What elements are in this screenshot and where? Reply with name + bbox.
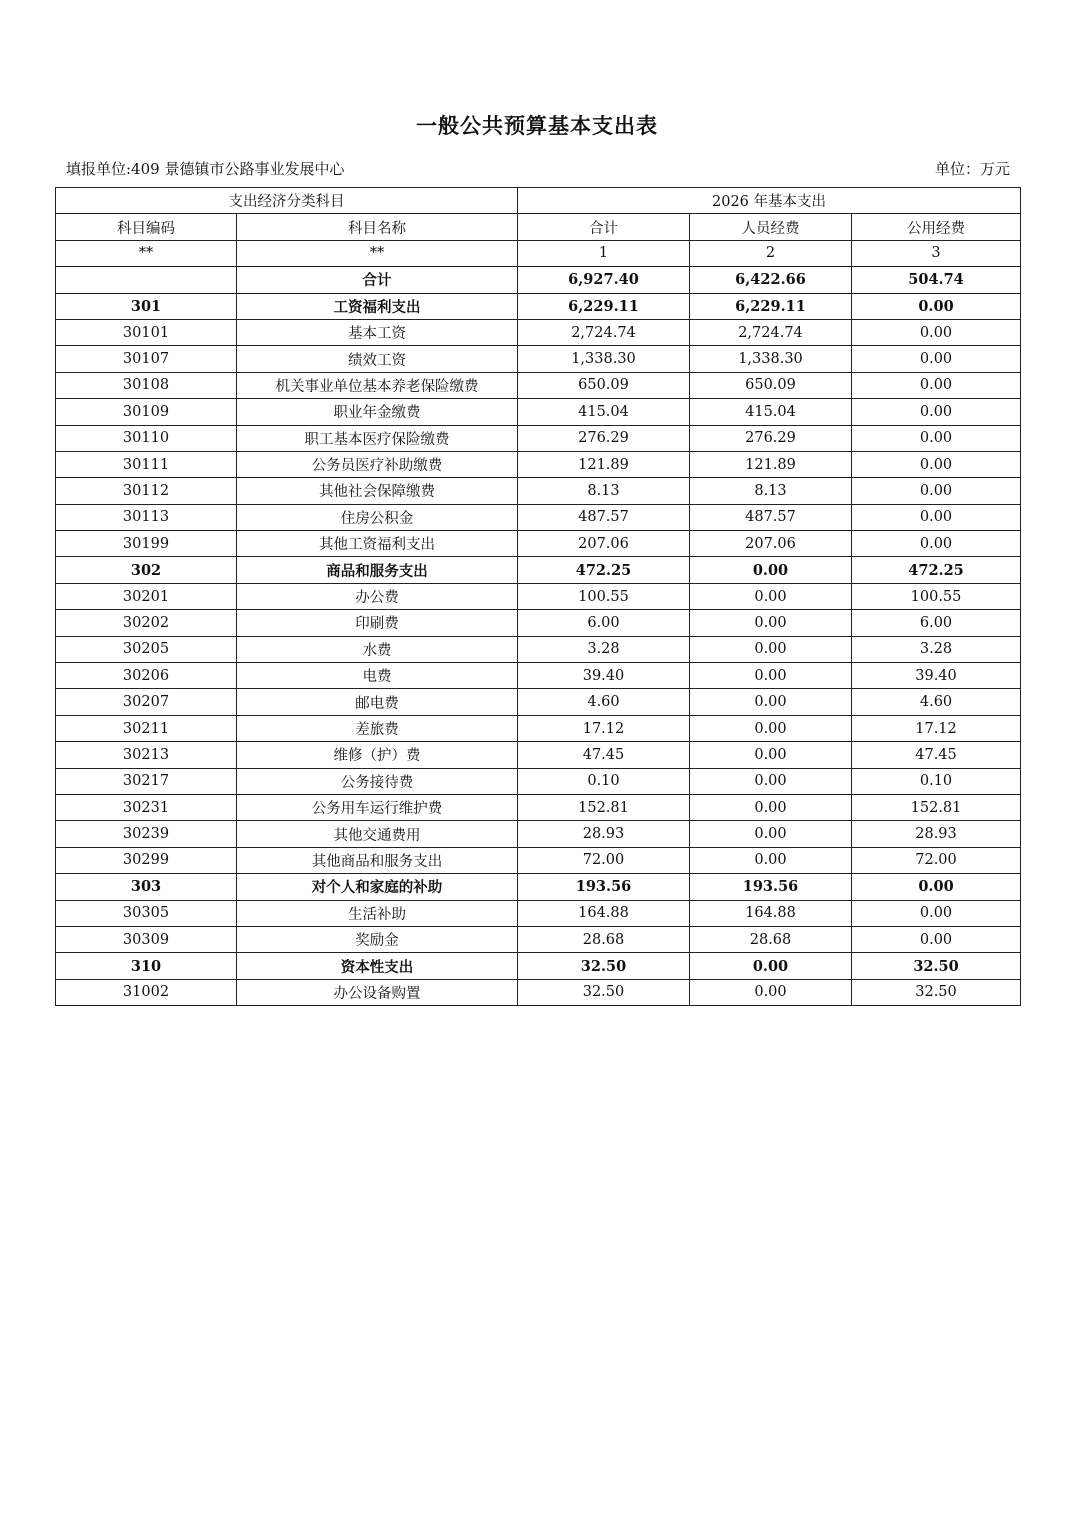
group-header-expenditure: 2026 年基本支出 (518, 188, 1021, 214)
table-row (56, 583, 1021, 609)
row-personnel: 8.13 (690, 478, 852, 504)
row-public: 0.00 (852, 531, 1021, 557)
row-name: 职工基本医疗保险缴费 (237, 425, 518, 451)
row-total: 487.57 (518, 504, 690, 530)
row-personnel: 6,229.11 (690, 293, 852, 319)
row-code (56, 267, 237, 293)
row-personnel: 1,338.30 (690, 346, 852, 372)
row-total: 121.89 (518, 451, 690, 477)
row-name: 住房公积金 (237, 504, 518, 530)
table-row (56, 715, 1021, 741)
row-total: 193.56 (518, 874, 690, 900)
row-total: 207.06 (518, 531, 690, 557)
row-public: 0.00 (852, 319, 1021, 345)
table-row (56, 372, 1021, 398)
column-header-row (56, 214, 1021, 240)
row-code: 30211 (56, 715, 237, 741)
row-total: 6,229.11 (518, 293, 690, 319)
column-header-name: 科目名称 (237, 214, 518, 240)
row-name: 其他交通费用 (237, 821, 518, 847)
row-total: 1,338.30 (518, 346, 690, 372)
row-total: 39.40 (518, 663, 690, 689)
row-total: 4.60 (518, 689, 690, 715)
row-code: 310 (56, 953, 237, 979)
row-name: 公务员医疗补助缴费 (237, 451, 518, 477)
row-personnel: 415.04 (690, 399, 852, 425)
column-header-public: 公用经费 (852, 214, 1021, 240)
row-name: 奖励金 (237, 926, 518, 952)
table-row (56, 319, 1021, 345)
row-total: 28.68 (518, 926, 690, 952)
table-row (56, 293, 1021, 319)
row-personnel: 0.00 (690, 715, 852, 741)
row-code: 30107 (56, 346, 237, 372)
column-header-total: 合计 (518, 214, 690, 240)
table-row (56, 953, 1021, 979)
row-code: 30113 (56, 504, 237, 530)
row-name: 其他社会保障缴费 (237, 478, 518, 504)
row-public: 152.81 (852, 794, 1021, 820)
column-header-code: 科目编码 (56, 214, 237, 240)
row-total: 6,927.40 (518, 267, 690, 293)
row-code: 31002 (56, 979, 237, 1005)
index-cell: 1 (518, 240, 690, 266)
table-row (56, 399, 1021, 425)
row-personnel: 0.00 (690, 821, 852, 847)
row-public: 0.00 (852, 346, 1021, 372)
row-public: 0.00 (852, 399, 1021, 425)
row-total: 6.00 (518, 610, 690, 636)
row-name: 办公设备购置 (237, 979, 518, 1005)
row-name: 职业年金缴费 (237, 399, 518, 425)
row-name: 基本工资 (237, 319, 518, 345)
table-row (56, 742, 1021, 768)
row-personnel: 6,422.66 (690, 267, 852, 293)
table-row (56, 874, 1021, 900)
row-public: 32.50 (852, 979, 1021, 1005)
row-name: 其他工资福利支出 (237, 531, 518, 557)
row-personnel: 28.68 (690, 926, 852, 952)
row-code: 30299 (56, 847, 237, 873)
row-public: 6.00 (852, 610, 1021, 636)
row-personnel: 650.09 (690, 372, 852, 398)
column-header-personnel: 人员经费 (690, 214, 852, 240)
index-cell: ** (237, 240, 518, 266)
row-name: 维修（护）费 (237, 742, 518, 768)
table-row (56, 900, 1021, 926)
row-total: 472.25 (518, 557, 690, 583)
row-code: 30213 (56, 742, 237, 768)
row-code: 30199 (56, 531, 237, 557)
row-code: 30101 (56, 319, 237, 345)
row-public: 0.10 (852, 768, 1021, 794)
row-personnel: 207.06 (690, 531, 852, 557)
row-public: 39.40 (852, 663, 1021, 689)
row-personnel: 0.00 (690, 663, 852, 689)
row-public: 3.28 (852, 636, 1021, 662)
row-personnel: 0.00 (690, 742, 852, 768)
row-total: 32.50 (518, 979, 690, 1005)
row-total: 17.12 (518, 715, 690, 741)
row-code: 303 (56, 874, 237, 900)
row-name: 绩效工资 (237, 346, 518, 372)
row-name: 对个人和家庭的补助 (237, 874, 518, 900)
group-header-row (56, 188, 1021, 214)
row-public: 100.55 (852, 583, 1021, 609)
row-code: 30112 (56, 478, 237, 504)
row-code: 30110 (56, 425, 237, 451)
document-title: 一般公共预算基本支出表 (416, 113, 658, 138)
row-public: 0.00 (852, 478, 1021, 504)
row-code: 30202 (56, 610, 237, 636)
index-row (56, 240, 1021, 266)
row-name: 差旅费 (237, 715, 518, 741)
row-public: 28.93 (852, 821, 1021, 847)
row-total: 2,724.74 (518, 319, 690, 345)
row-code: 30305 (56, 900, 237, 926)
row-public: 4.60 (852, 689, 1021, 715)
row-code: 30217 (56, 768, 237, 794)
table-row (56, 821, 1021, 847)
table-row (56, 504, 1021, 530)
row-name: 商品和服务支出 (237, 557, 518, 583)
row-code: 30309 (56, 926, 237, 952)
row-personnel: 0.00 (690, 636, 852, 662)
row-personnel: 0.00 (690, 557, 852, 583)
table-row (56, 557, 1021, 583)
expenditure-table (55, 187, 1021, 1006)
row-personnel: 0.00 (690, 794, 852, 820)
row-public: 0.00 (852, 900, 1021, 926)
row-public: 32.50 (852, 953, 1021, 979)
table-row (56, 636, 1021, 662)
row-public: 72.00 (852, 847, 1021, 873)
row-total: 3.28 (518, 636, 690, 662)
table-row (56, 689, 1021, 715)
row-public: 0.00 (852, 425, 1021, 451)
table-row (56, 926, 1021, 952)
row-personnel: 0.00 (690, 847, 852, 873)
table-row (56, 267, 1021, 293)
currency-unit: 单位：万元 (934, 160, 1010, 178)
table-row (56, 531, 1021, 557)
row-total: 47.45 (518, 742, 690, 768)
row-public: 472.25 (852, 557, 1021, 583)
row-code: 30206 (56, 663, 237, 689)
row-personnel: 193.56 (690, 874, 852, 900)
row-public: 0.00 (852, 874, 1021, 900)
row-total: 152.81 (518, 794, 690, 820)
row-personnel: 0.00 (690, 953, 852, 979)
row-name: 工资福利支出 (237, 293, 518, 319)
row-total: 0.10 (518, 768, 690, 794)
row-personnel: 0.00 (690, 979, 852, 1005)
row-name: 办公费 (237, 583, 518, 609)
table-row (56, 768, 1021, 794)
table-row (56, 663, 1021, 689)
row-public: 0.00 (852, 504, 1021, 530)
row-personnel: 0.00 (690, 768, 852, 794)
row-public: 0.00 (852, 293, 1021, 319)
row-total: 32.50 (518, 953, 690, 979)
row-personnel: 2,724.74 (690, 319, 852, 345)
table-row (56, 979, 1021, 1005)
row-name: 公务用车运行维护费 (237, 794, 518, 820)
row-total: 8.13 (518, 478, 690, 504)
row-personnel: 0.00 (690, 610, 852, 636)
row-name: 水费 (237, 636, 518, 662)
row-name: 印刷费 (237, 610, 518, 636)
table-row (56, 425, 1021, 451)
row-code: 30239 (56, 821, 237, 847)
row-name: 公务接待费 (237, 768, 518, 794)
row-code: 30111 (56, 451, 237, 477)
reporting-unit: 填报单位:409 景德镇市公路事业发展中心 (66, 160, 345, 178)
row-total: 164.88 (518, 900, 690, 926)
row-personnel: 0.00 (690, 689, 852, 715)
row-code: 30231 (56, 794, 237, 820)
row-name: 资本性支出 (237, 953, 518, 979)
row-total: 72.00 (518, 847, 690, 873)
index-cell: ** (56, 240, 237, 266)
row-name: 合计 (237, 267, 518, 293)
row-code: 30108 (56, 372, 237, 398)
row-name: 机关事业单位基本养老保险缴费 (237, 372, 518, 398)
table-row (56, 610, 1021, 636)
row-name: 邮电费 (237, 689, 518, 715)
row-total: 415.04 (518, 399, 690, 425)
row-name: 生活补助 (237, 900, 518, 926)
row-name: 其他商品和服务支出 (237, 847, 518, 873)
group-header-classification: 支出经济分类科目 (56, 188, 518, 214)
row-public: 17.12 (852, 715, 1021, 741)
row-public: 47.45 (852, 742, 1021, 768)
table-row (56, 794, 1021, 820)
row-public: 0.00 (852, 926, 1021, 952)
row-code: 30201 (56, 583, 237, 609)
row-personnel: 164.88 (690, 900, 852, 926)
table-row (56, 847, 1021, 873)
row-personnel: 276.29 (690, 425, 852, 451)
index-cell: 2 (690, 240, 852, 266)
row-name: 电费 (237, 663, 518, 689)
row-personnel: 0.00 (690, 583, 852, 609)
row-total: 650.09 (518, 372, 690, 398)
row-total: 28.93 (518, 821, 690, 847)
index-cell: 3 (852, 240, 1021, 266)
row-code: 302 (56, 557, 237, 583)
row-personnel: 121.89 (690, 451, 852, 477)
row-total: 100.55 (518, 583, 690, 609)
row-public: 0.00 (852, 372, 1021, 398)
row-public: 0.00 (852, 451, 1021, 477)
row-code: 30207 (56, 689, 237, 715)
table-row (56, 451, 1021, 477)
row-total: 276.29 (518, 425, 690, 451)
row-code: 30109 (56, 399, 237, 425)
table-row (56, 478, 1021, 504)
row-personnel: 487.57 (690, 504, 852, 530)
row-public: 504.74 (852, 267, 1021, 293)
row-code: 30205 (56, 636, 237, 662)
row-code: 301 (56, 293, 237, 319)
table-row (56, 346, 1021, 372)
